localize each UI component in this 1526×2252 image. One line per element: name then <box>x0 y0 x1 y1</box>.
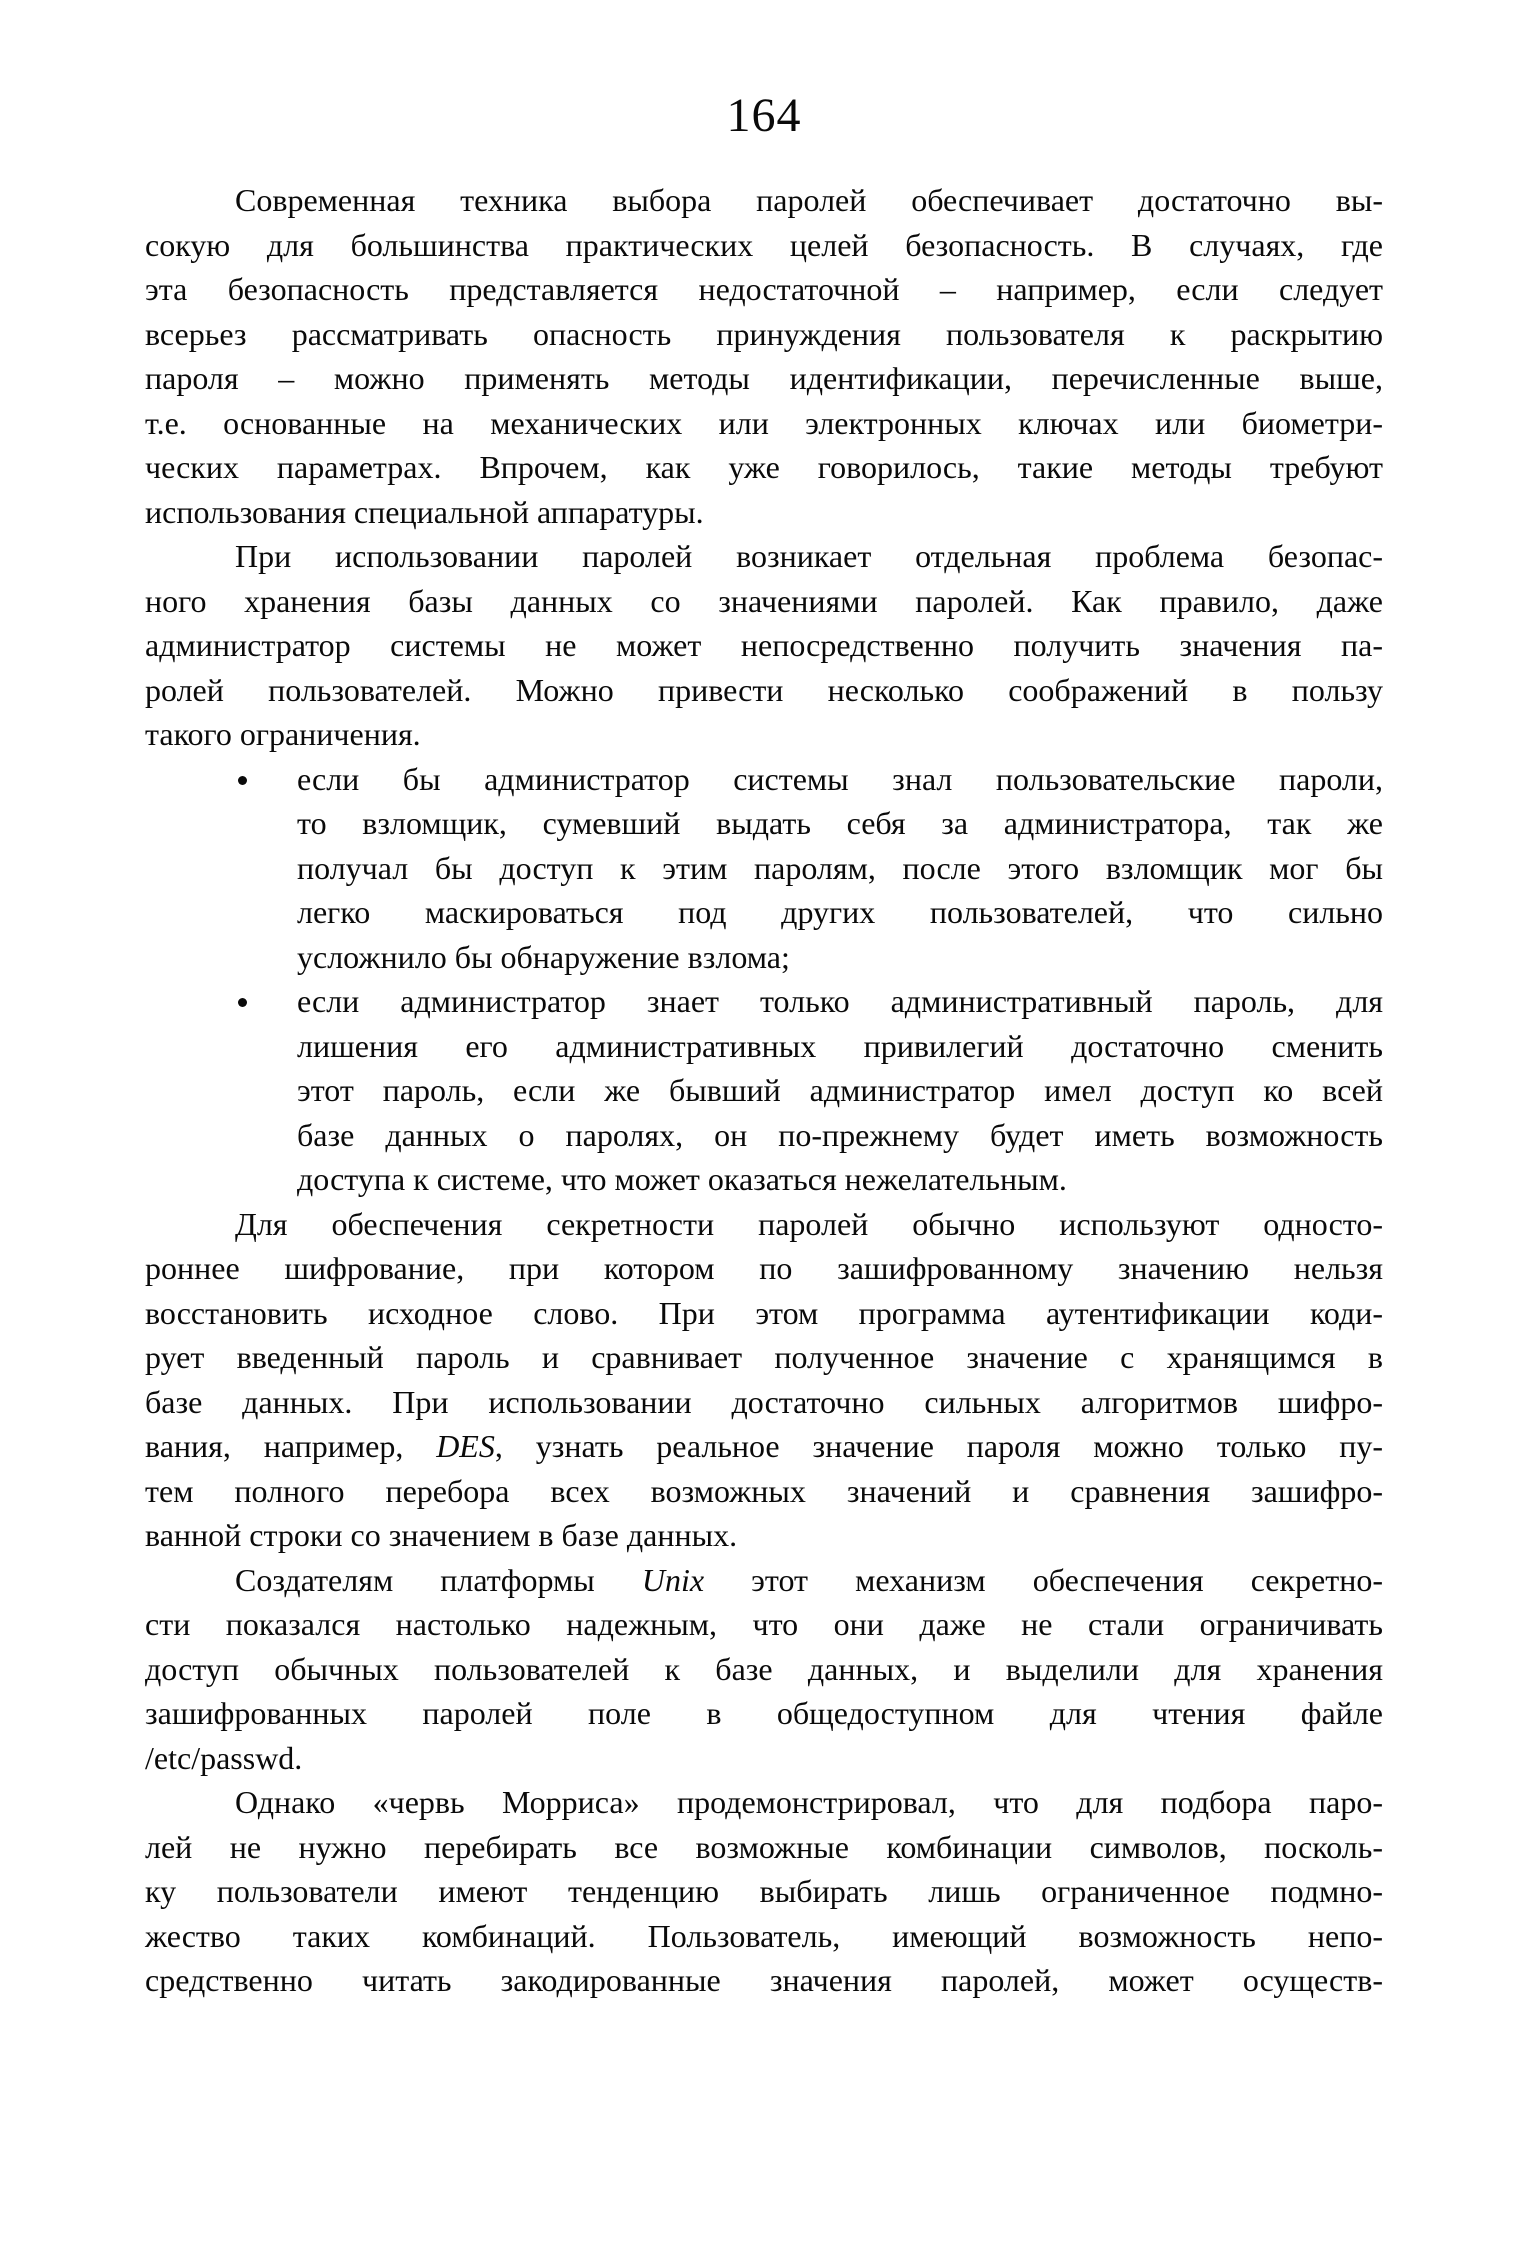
italic-term: Unix <box>641 1561 705 1598</box>
text-line <box>145 445 1383 490</box>
text-segment: пароля – можно применять методы идентификации, перечисленные выше, <box>145 360 1383 396</box>
text-line <box>145 1469 1383 1514</box>
text-segment: ку пользователи имеют тенденцию выбирать лишь ограниченное подмно- <box>145 1873 1383 1909</box>
text-segment: Современная техника выбора паролей обеспечивает достаточно вы- <box>235 182 1383 218</box>
text-segment: ванной строки со значением в базе данных. <box>145 1517 738 1553</box>
text-line <box>145 267 1383 312</box>
text-line <box>145 1825 1383 1870</box>
text-line <box>145 1513 1383 1558</box>
text-line <box>145 223 1383 268</box>
text-segment: этот пароль, если же бывший администратор имел доступ ко всей <box>297 1072 1383 1108</box>
text-segment: рует введенный пароль и сравнивает полученное значение с хранящимся в <box>145 1339 1383 1375</box>
text-segment: базе данных о паролях, он по-прежнему будет иметь возможность <box>297 1116 1383 1153</box>
text-segment: сти показался настолько надежным, что они даже не стали ограничивать <box>145 1606 1383 1642</box>
text-segment: этот механизм обеспечения секретно- <box>704 1561 1384 1598</box>
text-segment: восстановить исходное слово. При этом программа аутентификации коди- <box>145 1294 1383 1331</box>
text-segment: роннее шифрование, при котором по зашифрованному значению нельзя <box>145 1250 1383 1286</box>
text-line <box>145 534 1383 579</box>
text-line <box>145 1335 1383 1380</box>
text-line <box>297 979 1383 1024</box>
text-line <box>297 846 1383 891</box>
text-line <box>145 1246 1383 1291</box>
paragraph <box>145 1780 1383 2003</box>
text-segment: т.е. основанные на механических или электронных ключах или биометри- <box>145 404 1383 441</box>
text-line <box>297 1024 1383 1069</box>
text-line <box>145 1202 1383 1247</box>
text-line <box>297 1157 1383 1202</box>
text-segment: тем полного перебора всех возможных значений и сравнения зашифро- <box>145 1472 1383 1509</box>
text-line <box>297 801 1383 846</box>
bullet-item <box>145 757 1383 980</box>
text-line <box>145 1736 1383 1781</box>
text-segment: ного хранения базы данных со значениями паролей. Как правило, даже <box>145 582 1383 619</box>
paragraph <box>145 1202 1383 1558</box>
text-line <box>145 1558 1383 1603</box>
text-line <box>145 1602 1383 1647</box>
text-line <box>145 1647 1383 1692</box>
text-segment: ческих параметрах. Впрочем, как уже говорилось, такие методы требуют <box>145 449 1383 485</box>
text-segment: лей не нужно перебирать все возможные комбинации символов, посколь- <box>145 1828 1383 1865</box>
text-line <box>145 401 1383 446</box>
text-line <box>145 1914 1383 1959</box>
paragraph <box>145 178 1383 534</box>
text-line <box>145 178 1383 223</box>
text-segment: Для обеспечения секретности паролей обычно используют односто- <box>235 1205 1383 1242</box>
text-segment: Создателям платформы <box>235 1561 642 1598</box>
paragraph <box>145 1558 1383 1781</box>
text-segment: администратор системы не может непосредственно получить значения па- <box>145 627 1383 663</box>
text-line <box>145 1691 1383 1736</box>
text-segment: то взломщик, сумевший выдать себя за администратора, так же <box>297 805 1383 841</box>
text-segment: использования специальной аппаратуры. <box>145 493 704 530</box>
text-line <box>297 1068 1383 1113</box>
text-line <box>145 1424 1383 1469</box>
paragraph <box>145 534 1383 757</box>
text-line <box>145 1380 1383 1425</box>
text-line <box>145 356 1383 401</box>
bullet-marker-icon <box>238 998 247 1007</box>
text-line <box>145 579 1383 624</box>
text-segment: доступа к системе, что может оказаться нежелательным. <box>297 1161 1067 1197</box>
text-segment: базе данных. При использовании достаточно сильных алгоритмов шифро- <box>145 1383 1383 1420</box>
text-segment: всерьез рассматривать опасность принуждения пользователя к раскрытию <box>145 315 1383 352</box>
text-line <box>145 712 1383 757</box>
text-segment: средственно читать закодированные значения паролей, может осуществ- <box>145 1962 1383 1998</box>
text-line <box>145 1291 1383 1336</box>
bullet-marker-icon <box>238 776 247 785</box>
text-segment: При использовании паролей возникает отдельная проблема безопас- <box>235 538 1383 574</box>
book-page <box>0 89 1526 2252</box>
italic-term: DES <box>436 1428 495 1464</box>
text-segment: эта безопасность представляется недостаточной – например, если следует <box>145 271 1383 307</box>
text-column <box>145 178 1383 2003</box>
text-segment: если бы администратор системы знал пользовательские пароли, <box>297 760 1383 797</box>
text-line <box>145 1958 1383 2003</box>
text-segment: , узнать реальное значение пароля можно только пу- <box>494 1428 1384 1464</box>
text-line <box>145 623 1383 668</box>
text-line <box>297 890 1383 935</box>
text-segment: /etc/passwd. <box>145 1739 303 1776</box>
bullet-item <box>145 979 1383 1202</box>
text-line <box>145 1869 1383 1914</box>
text-segment: легко маскироваться под других пользователей, что сильно <box>297 894 1383 930</box>
page-number: 164 <box>726 89 802 142</box>
text-segment: ролей пользователей. Можно привести несколько соображений в пользу <box>145 671 1383 708</box>
text-segment: жество таких комбинаций. Пользователь, имеющий возможность непо- <box>145 1917 1383 1954</box>
text-line <box>145 312 1383 357</box>
text-segment: усложнило бы обнаружение взлома; <box>297 938 790 975</box>
text-segment: если администратор знает только административный пароль, для <box>297 983 1383 1019</box>
text-segment: лишения его административных привилегий достаточно сменить <box>297 1027 1383 1064</box>
text-line <box>297 757 1383 802</box>
text-segment: получал бы доступ к этим паролям, после этого взломщик мог бы <box>297 849 1383 886</box>
text-segment: такого ограничения. <box>145 716 421 752</box>
text-segment: сокую для большинства практических целей безопасность. В случаях, где <box>145 226 1383 263</box>
text-segment: Однако «червь Морриса» продемонстрировал, что для подбора паро- <box>235 1784 1383 1820</box>
text-line <box>297 935 1383 980</box>
text-segment: доступ обычных пользователей к базе данных, и выделили для хранения <box>145 1650 1383 1687</box>
text-line <box>145 668 1383 713</box>
text-segment: зашифрованных паролей поле в общедоступном для чтения файле <box>145 1695 1383 1731</box>
text-line <box>145 490 1383 535</box>
text-line <box>297 1113 1383 1158</box>
text-segment: вания, например, <box>145 1428 437 1464</box>
text-line <box>145 1780 1383 1825</box>
